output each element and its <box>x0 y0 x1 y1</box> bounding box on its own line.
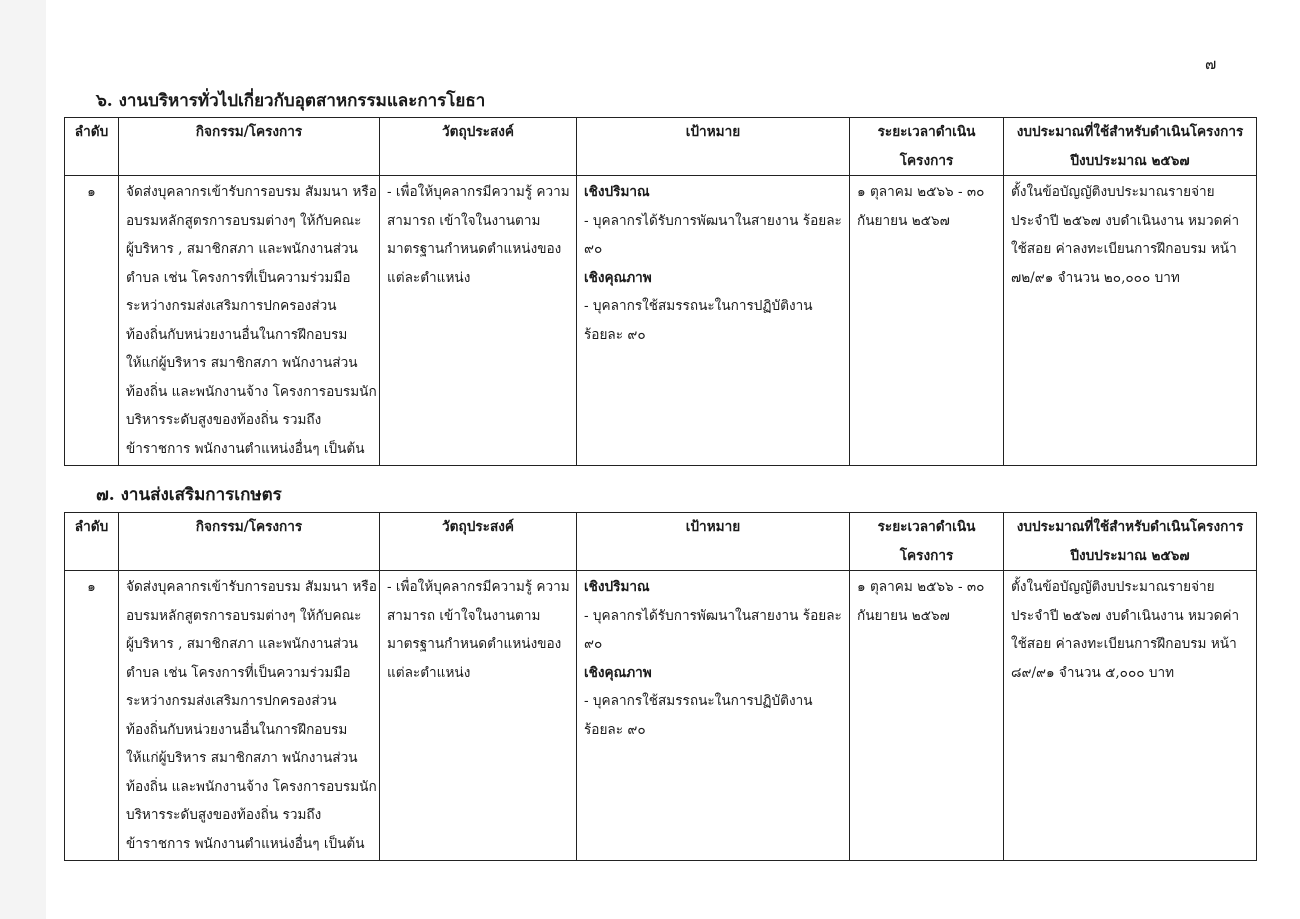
objective-line: สามารถ เข้าใจในงานตาม <box>387 607 541 624</box>
header-period-line: ระยะเวลาดำเนิน <box>877 124 976 140</box>
target-quality-heading: เชิงคุณภาพ <box>584 664 652 681</box>
activity-line: อบรมหลักสูตรการอบรมต่างๆ ให้กับคณะ <box>126 607 362 624</box>
target-line: - บุคลากรได้รับการพัฒนาในสายงาน ร้อยละ <box>584 607 842 624</box>
budget-line: ๘๙/๙๑ จำนวน ๕,๐๐๐ บาท <box>1011 664 1175 681</box>
project-table <box>64 512 1257 861</box>
cell-period <box>850 571 1004 861</box>
activity-line: ระหว่างกรมส่งเสริมการปกครองส่วน <box>126 693 337 709</box>
target-line: ร้อยละ ๙๐ <box>584 326 646 343</box>
period-line: กันยายน ๒๕๖๗ <box>857 212 950 229</box>
header-period-line: ระยะเวลาดำเนิน <box>877 519 976 535</box>
header-objective: วัตถุประสงค์ <box>380 118 577 176</box>
activity-line: ระหว่างกรมส่งเสริมการปกครองส่วน <box>126 298 337 314</box>
table-header-row <box>65 513 1257 571</box>
activity-line: อบรมหลักสูตรการอบรมต่างๆ ให้กับคณะ <box>126 212 362 229</box>
header-target: เป้าหมาย <box>577 118 850 176</box>
header-budget-line: ปีงบประมาณ ๒๕๖๗ <box>1070 547 1190 564</box>
activity-line: ผู้บริหาร , สมาชิกสภา และพนักงานส่วน <box>126 636 358 652</box>
budget-line: ใช้สอย ค่าลงทะเบียนการฝึกอบรม หน้า <box>1011 241 1237 257</box>
activity-line: บริหารระดับสูงของท้องถิ่น รวมถึง <box>126 412 322 428</box>
period-line: กันยายน ๒๕๖๗ <box>857 607 950 624</box>
budget-line: ประจำปี ๒๕๖๗ งบดำเนินงาน หมวดค่า <box>1011 212 1240 229</box>
cell-objective <box>380 571 577 861</box>
table-header-row <box>65 118 1257 176</box>
cell-target <box>577 571 850 861</box>
activity-line: ท้องถิ่น และพนักงานจ้าง โครงการอบรมนัก <box>126 778 377 795</box>
period-line: ๑ ตุลาคม ๒๕๖๖ - ๓๐ <box>857 184 985 200</box>
target-line: - บุคลากรได้รับการพัฒนาในสายงาน ร้อยละ <box>584 212 842 229</box>
activity-line: ท้องถิ่นกับหน่วยงานอื่นในการฝึกอบรม <box>126 326 348 343</box>
activity-line: ข้าราชการ พนักงานตำแหน่งอื่นๆ เป็นต้น <box>126 440 365 457</box>
cell-activity <box>119 571 380 861</box>
cell-budget <box>1004 176 1257 466</box>
header-activity: กิจกรรม/โครงการ <box>119 513 380 571</box>
section-title: ๗. งานส่งเสริมการเกษตร <box>96 485 282 505</box>
page-number: ๗ <box>1205 55 1217 73</box>
budget-line: ประจำปี ๒๕๖๗ งบดำเนินงาน หมวดค่า <box>1011 607 1240 624</box>
activity-line: บริหารระดับสูงของท้องถิ่น รวมถึง <box>126 807 322 823</box>
objective-line: แต่ละตำแหน่ง <box>387 664 471 681</box>
target-quality-heading: เชิงคุณภาพ <box>584 269 652 286</box>
header-period <box>850 513 1004 571</box>
cell-activity <box>119 176 380 466</box>
activity-line: ให้แก่ผู้บริหาร สมาชิกสภา พนักงานส่วน <box>126 355 358 371</box>
table-row <box>65 176 1257 466</box>
activity-line: ท้องถิ่น และพนักงานจ้าง โครงการอบรมนัก <box>126 383 377 400</box>
activity-line: ให้แก่ผู้บริหาร สมาชิกสภา พนักงานส่วน <box>126 750 358 766</box>
header-budget-line: ปีงบประมาณ ๒๕๖๗ <box>1070 152 1190 169</box>
objective-line: - เพื่อให้บุคลากรมีความรู้ ความ <box>387 184 570 200</box>
section-title: ๖. งานบริหารทั่วไปเกี่ยวกับอุตสาหกรรมและการโยธา <box>96 91 486 111</box>
header-period-line: โครงการ <box>899 547 954 564</box>
header-period-line: โครงการ <box>899 152 954 169</box>
project-table <box>64 117 1257 466</box>
header-no: ลำดับ <box>65 118 119 176</box>
activity-line: จัดส่งบุคลากรเข้ารับการอบรม สัมมนา หรือ <box>126 184 377 200</box>
header-objective: วัตถุประสงค์ <box>380 513 577 571</box>
header-budget-line: งบประมาณที่ใช้สำหรับดำเนินโครงการ <box>1016 124 1244 140</box>
cell-no: ๑ <box>65 571 119 861</box>
target-line: - บุคลากรใช้สมรรถนะในการปฏิบัติงาน <box>584 298 813 314</box>
cell-objective <box>380 176 577 466</box>
cell-period <box>850 176 1004 466</box>
objective-line: - เพื่อให้บุคลากรมีความรู้ ความ <box>387 579 570 595</box>
objective-line: มาตรฐานกำหนดตำแหน่งของ <box>387 636 562 652</box>
header-budget <box>1004 513 1257 571</box>
activity-line: ตำบล เช่น โครงการที่เป็นความร่วมมือ <box>126 269 351 286</box>
budget-line: ใช้สอย ค่าลงทะเบียนการฝึกอบรม หน้า <box>1011 636 1237 652</box>
table-row <box>65 571 1257 861</box>
target-quantity-heading: เชิงปริมาณ <box>584 184 650 200</box>
objective-line: มาตรฐานกำหนดตำแหน่งของ <box>387 241 562 257</box>
cell-budget <box>1004 571 1257 861</box>
target-line: ๙๐ <box>584 636 603 652</box>
target-line: ร้อยละ ๙๐ <box>584 721 646 738</box>
header-period <box>850 118 1004 176</box>
target-line: ๙๐ <box>584 241 603 257</box>
header-activity: กิจกรรม/โครงการ <box>119 118 380 176</box>
header-budget-line: งบประมาณที่ใช้สำหรับดำเนินโครงการ <box>1016 519 1244 535</box>
budget-line: ตั้งในข้อบัญญัติงบประมาณรายจ่าย <box>1011 184 1215 200</box>
target-line: - บุคลากรใช้สมรรถนะในการปฏิบัติงาน <box>584 693 813 709</box>
activity-line: ข้าราชการ พนักงานตำแหน่งอื่นๆ เป็นต้น <box>126 835 365 852</box>
budget-line: ตั้งในข้อบัญญัติงบประมาณรายจ่าย <box>1011 579 1215 595</box>
header-budget <box>1004 118 1257 176</box>
objective-line: แต่ละตำแหน่ง <box>387 269 471 286</box>
header-no: ลำดับ <box>65 513 119 571</box>
activity-line: จัดส่งบุคลากรเข้ารับการอบรม สัมมนา หรือ <box>126 579 377 595</box>
activity-line: ตำบล เช่น โครงการที่เป็นความร่วมมือ <box>126 664 351 681</box>
cell-target <box>577 176 850 466</box>
header-target: เป้าหมาย <box>577 513 850 571</box>
target-quantity-heading: เชิงปริมาณ <box>584 579 650 595</box>
objective-line: สามารถ เข้าใจในงานตาม <box>387 212 541 229</box>
activity-line: ผู้บริหาร , สมาชิกสภา และพนักงานส่วน <box>126 241 358 257</box>
cell-no: ๑ <box>65 176 119 466</box>
budget-line: ๗๒/๙๑ จำนวน ๒๐,๐๐๐ บาท <box>1011 269 1180 286</box>
period-line: ๑ ตุลาคม ๒๕๖๖ - ๓๐ <box>857 579 985 595</box>
activity-line: ท้องถิ่นกับหน่วยงานอื่นในการฝึกอบรม <box>126 721 348 738</box>
